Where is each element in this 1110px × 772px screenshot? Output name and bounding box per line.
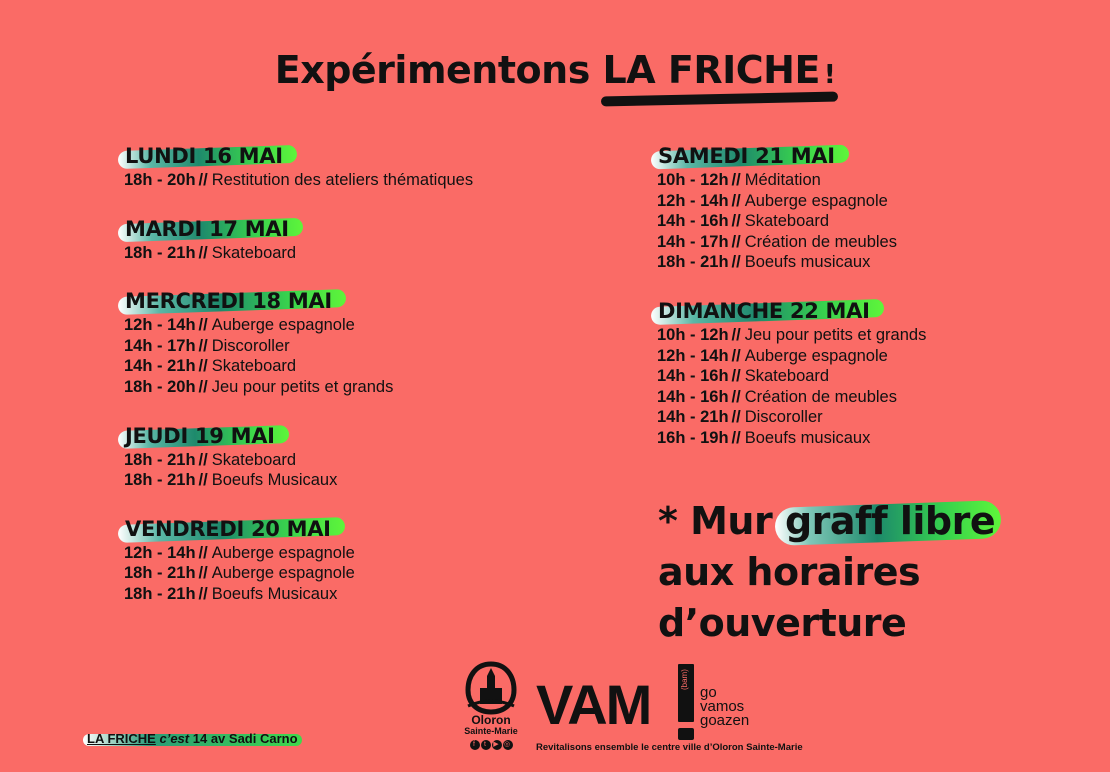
event-separator: // [731,367,741,386]
event-separator: // [731,408,741,427]
event-row [124,584,584,605]
vam-word: VAM [536,673,651,736]
day-title-text: VENDREDI 20 MAI [125,516,331,541]
facebook-icon[interactable]: f [470,740,480,750]
event-row [124,356,584,377]
event-time: 14h - 17h [124,336,196,355]
title-text: Expérimentons [274,48,590,92]
vam-logo [536,662,803,754]
event-row [657,252,1077,273]
day-title-text: MERCREDI 18 MAI [125,289,332,314]
event-time: 18h - 21h [124,564,196,583]
event-activity: Méditation [744,171,821,189]
vam-tag-vamos: vamos [700,698,745,715]
event-time: 16h - 19h [657,428,729,447]
event-row [124,377,584,398]
event-activity: Création de meubles [744,232,897,251]
event-time: 12h - 14h [124,316,196,335]
vam-bam: (bam) [680,669,689,690]
event-activity: Boeufs Musicaux [211,584,338,603]
event-time: 18h - 21h [124,243,196,262]
event-time: 18h - 21h [657,253,729,272]
event-time: 14h - 17h [657,232,729,251]
event-activity: Auberge espagnole [744,346,888,365]
day-block [124,215,584,264]
day-title-text: SAMEDI 21 MAI [658,144,835,168]
graff-line-2: aux horaires [658,550,921,594]
event-separator: // [731,346,741,365]
event-activity: Skateboard [211,243,297,262]
vam-tagline: Revitalisons ensemble le centre ville d’Oloron Sainte-Marie [536,742,803,753]
day-block [124,422,584,491]
day-title [124,142,283,170]
graff-line-1 [658,496,1078,547]
event-separator: // [731,171,741,189]
event-activity: Jeu pour petits et grands [211,377,394,396]
event-activity: Skateboard [211,357,297,376]
day-block [657,297,1077,449]
day-title-text: LUNDI 16 MAI [125,144,283,168]
event-row [657,407,1077,428]
event-time: 18h - 20h [124,171,196,189]
event-time: 18h - 21h [124,471,196,490]
footer-middle: c’est [159,731,190,746]
event-separator: // [198,564,208,583]
graff-line-3: d’ouverture [658,601,907,645]
event-time: 12h - 14h [124,543,196,562]
event-time: 14h - 21h [124,357,196,376]
day-block [124,287,584,397]
event-activity: Boeufs Musicaux [211,471,338,490]
day-title [124,215,289,243]
event-row [124,543,584,564]
page-title [0,48,1110,92]
day-block [124,142,584,191]
event-separator: // [731,428,741,447]
event-row [657,211,1077,232]
event-row [124,170,584,191]
footer-address [87,731,298,746]
event-separator: // [731,212,741,231]
event-row [124,563,584,584]
schedule-right-column [657,142,1077,473]
day-block [657,142,1077,273]
event-row [657,325,1077,346]
event-separator: // [198,336,208,355]
instagram-icon[interactable]: ◎ [503,741,512,748]
event-time: 14h - 16h [657,367,729,386]
event-row [124,470,584,491]
event-time: 18h - 21h [124,450,196,469]
event-row [124,336,584,357]
footer-place: LA FRICHE [87,731,156,746]
event-activity: Auberge espagnole [211,316,355,335]
day-title [657,142,835,170]
oloron-logo [460,660,522,752]
event-separator: // [731,387,741,406]
vam-tags [700,686,749,728]
event-activity: Discoroller [744,408,823,427]
graff-announcement [658,496,1078,649]
day-title [124,287,332,315]
event-separator: // [731,232,741,251]
event-time: 14h - 16h [657,387,729,406]
event-activity: Discoroller [211,336,290,355]
event-time: 10h - 12h [657,325,729,344]
event-row [657,387,1077,408]
event-separator: // [198,316,208,335]
event-time: 10h - 12h [657,171,729,189]
event-activity: Auberge espagnole [211,543,355,562]
event-time: 12h - 14h [657,191,729,210]
graff-highlight-text: graff libre [784,499,996,543]
event-activity: Skateboard [744,367,830,386]
event-activity: Boeufs musicaux [744,253,871,272]
event-activity: Auberge espagnole [211,564,355,583]
event-separator: // [198,543,208,562]
event-row [124,450,584,471]
event-row [657,191,1077,212]
oloron-emblem-icon [462,660,520,716]
event-separator: // [198,584,208,603]
day-title-text: DIMANCHE 22 MAI [658,298,870,323]
event-time: 14h - 16h [657,212,729,231]
social-icons [460,738,522,750]
vam-tag-goazen: goazen [700,712,750,729]
event-row [124,243,584,264]
event-time: 18h - 20h [124,377,196,396]
twitter-icon[interactable]: t [481,740,491,750]
event-activity: Jeu pour petits et grands [744,325,927,344]
schedule-left-column [124,142,584,629]
event-activity: Restitution des ateliers thématiques [211,171,474,189]
oloron-name: Oloron [471,713,511,727]
day-title-text: JEUDI 19 MAI [125,423,275,448]
event-time: 12h - 14h [657,346,729,365]
event-time: 14h - 21h [657,408,729,427]
event-row [657,346,1077,367]
day-title-text: MARDI 17 MAI [125,216,289,241]
event-activity: Auberge espagnole [744,191,888,210]
youtube-icon[interactable]: ▶ [493,741,500,748]
day-title [657,297,870,325]
event-row [657,170,1077,191]
footer-highlight [87,731,298,746]
event-separator: // [731,191,741,210]
event-activity: Création de meubles [744,387,897,406]
event-separator: // [731,253,741,272]
day-title [124,515,331,543]
day-title [124,422,275,450]
event-separator: // [731,325,741,344]
event-activity: Boeufs musicaux [744,428,871,447]
vam-tag-go: go [700,684,717,701]
title-exclamation: ! [823,60,836,90]
day-block [124,515,584,605]
graff-highlight [785,496,995,547]
event-activity: Skateboard [744,212,830,231]
event-row [124,315,584,336]
event-separator: // [198,243,208,262]
event-separator: // [198,357,208,376]
event-row [657,366,1077,387]
title-highlight: LA FRICHE [602,48,820,92]
event-separator: // [198,471,208,490]
event-separator: // [198,171,208,189]
oloron-sub: Sainte-Marie [464,726,518,736]
event-time: 18h - 21h [124,584,196,603]
event-separator: // [198,450,208,469]
graff-prefix: * Mur [658,499,773,543]
event-row [657,428,1077,449]
event-activity: Skateboard [211,450,297,469]
footer-street: 14 av Sadi Carno [192,731,298,746]
event-row [657,232,1077,253]
event-separator: // [198,377,208,396]
